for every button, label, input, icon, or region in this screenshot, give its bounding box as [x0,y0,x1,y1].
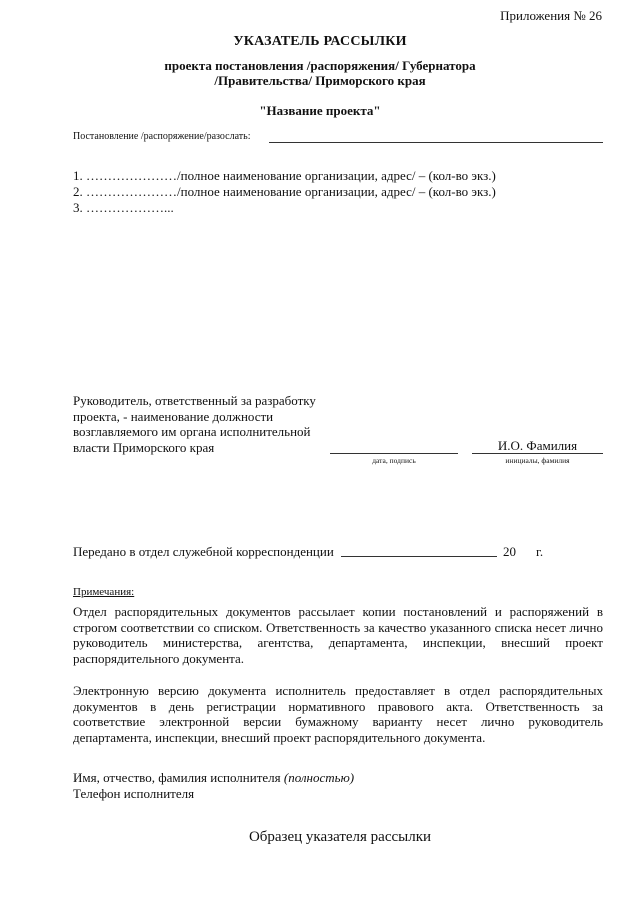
document-subtitle [0,58,640,88]
initials-caption: инициалы, фамилия [505,456,570,465]
note-paragraph-1: Отдел распорядительных документов рассылает копии постановлений и распоряжений в строгом соответствии со списком. Ответственность за качество указанного списка несет лично руководитель министерства, агентства, департамента, инспекции, внесший проект распорядительного документа. [73,604,603,666]
head-line: власти Приморского края [73,439,215,455]
sample-caption: Образец указателя рассылки [248,829,432,845]
passed-rule [341,556,497,557]
passed-label: Передано в отдел служебной корреспонденции [73,544,334,559]
list-item: 2. …………………/полное наименование организации, адрес/ – (кол-во экз.) [73,184,496,199]
year-prefix: 20 [503,544,516,559]
name-rule [472,453,603,454]
notes-title: Примечания: [73,586,135,598]
executor-name-label: Имя, отчество, фамилия исполнителя [73,770,284,785]
subtitle-line-1: проекта постановления /распоряжения/ Губернатора [164,58,476,73]
year-suffix: г. [536,544,544,559]
note-paragraph-2: Электронную версию документа исполнитель предоставляет в отдел распорядительных документов в день регистрации нормативного правового акта. Ответственность за соответствие электронной версии бумажному варианту несет лично руководитель департамента, инспекции, внесший проект распорядительного документа. [73,683,603,745]
signer-name: И.О. Фамилия [497,438,578,453]
list-item: 3. ………………... [73,200,174,215]
document-title: УКАЗАТЕЛЬ РАССЫЛКИ [233,34,407,49]
appendix-number: Приложения № 26 [500,8,602,23]
executor-info [73,770,354,802]
head-line: проекта, - наименование должности [73,408,274,424]
head-line: возглавляемого им органа исполнительной [73,424,311,439]
list-item: 1. …………………/полное наименование организации, адрес/ – (кол-во экз.) [73,168,496,183]
executor-name-note: (полностью) [283,770,355,785]
distribution-list [73,168,496,216]
responsible-head [73,393,333,455]
subtitle-line-2: /Правительства/ Приморского края [214,73,426,88]
signature-rule [330,453,458,454]
project-name: "Название проекта" [259,103,381,118]
head-line: Руководитель, ответственный за разработку [73,393,316,408]
send-label: Постановление /распоряжение/разослать: [73,131,251,142]
date-signature-caption: дата, подпись [372,456,416,465]
executor-name-line [73,770,354,786]
executor-phone: Телефон исполнителя [73,786,195,801]
send-rule [269,142,603,143]
